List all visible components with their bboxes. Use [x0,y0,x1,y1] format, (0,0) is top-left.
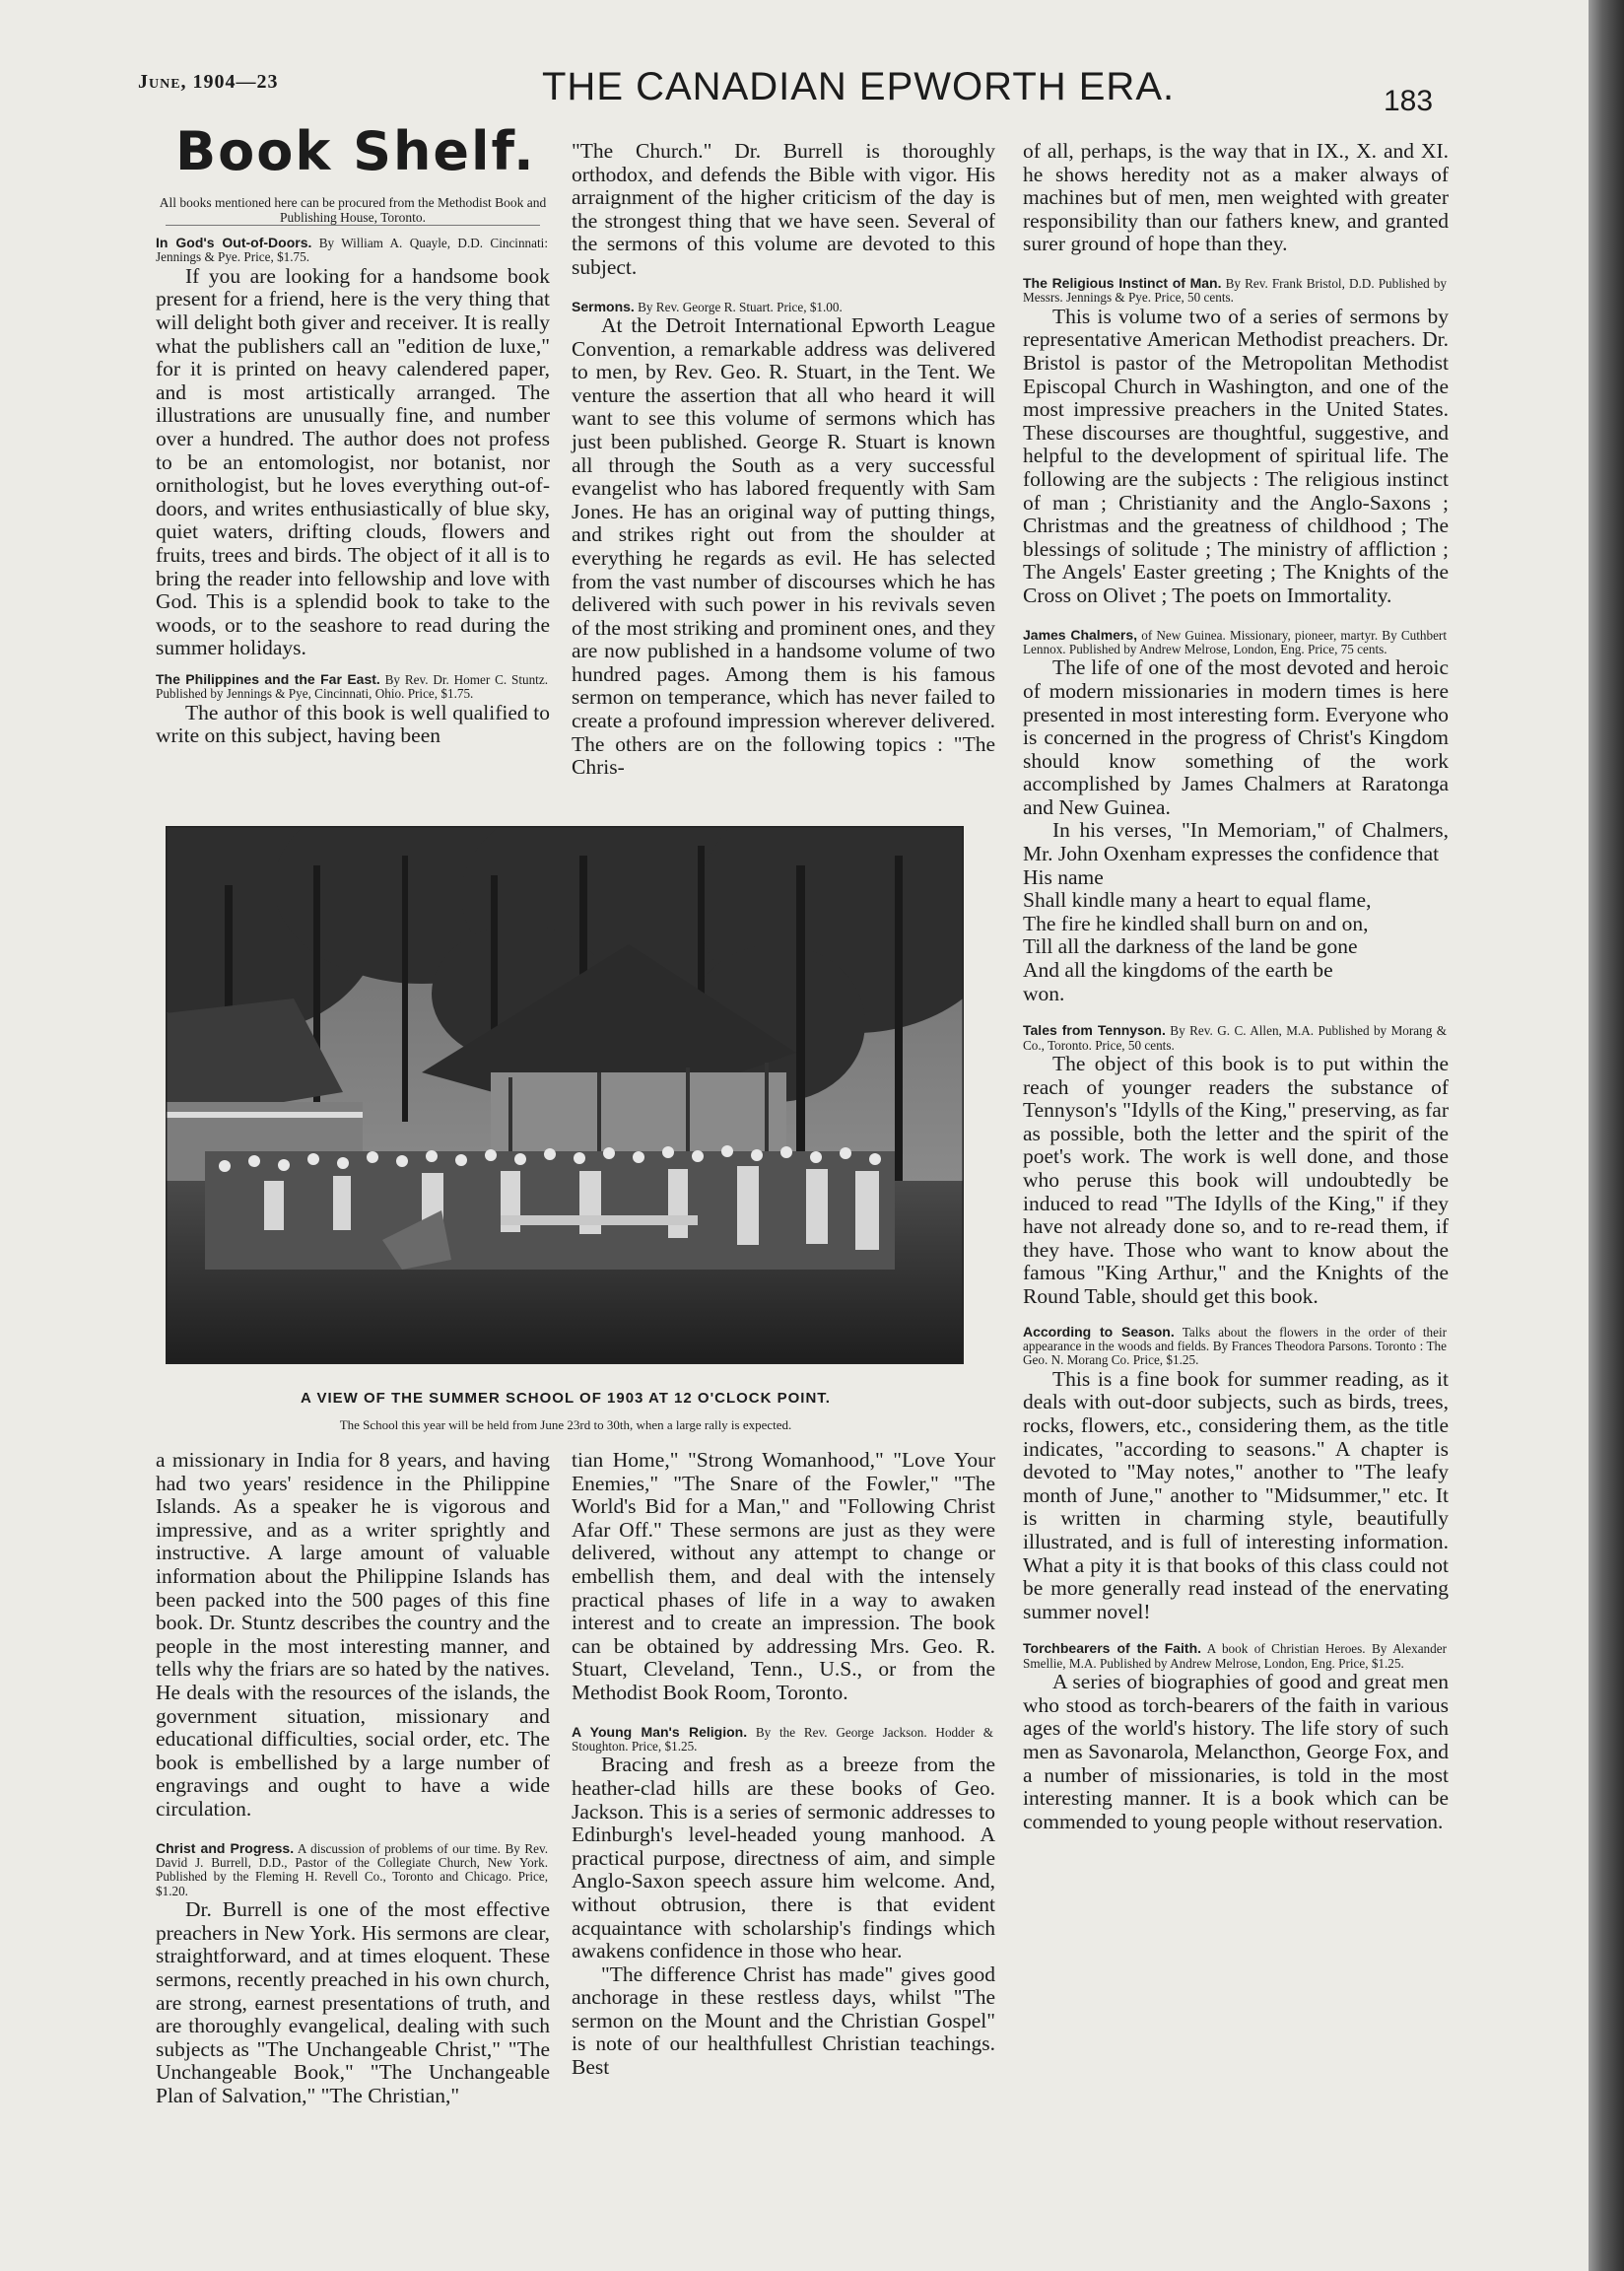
page-number: 183 [1384,85,1434,117]
review-heading [1023,1023,1449,1053]
review-heading [1023,276,1449,306]
review-heading [1023,1325,1449,1368]
photo-subcaption: The School this year will be held from June 23rd to 30th, when a large rally is expected. [339,1417,792,1432]
book-details: By Rev. Frank Bristol, D.D. Published by Messrs. Jennings & Pye. Price, 50 cents. [1023,275,1447,306]
review-heading [156,236,550,265]
column-2-bottom [572,1449,995,2080]
review-body-continued: of all, perhaps, is the way that in IX., X. and XI. he shows heredity not as a maker always of machines but of men, men weighted with greater responsibility than our fathers knew, and granted surer ground of hope than they. [1023,139,1449,256]
review-body-continued: a missionary in India for 8 years, and having had two years' residence in the Philippine Islands. As a speaker he is vigorous and impressive, and as a writer sprightly and instructive. A large amount of valuable information about the Philippine Islands has been packed into the 500 pages of this fine book. Dr. Stuntz describes the country and the people in the most interesting manner, and tells why the friars are so hated by the natives. He deals with the resources of the islands, the government situation, missionary and educational difficulties, social order, etc. The book is embellished by a large number of engravings and ought to have a wide circulation. [156,1448,550,1821]
review-body: The author of this book is well qualified to write on this subject, having been [156,700,550,748]
column-1-top [156,122,550,748]
review-body: This is a fine book for summer reading, as it deals with out-door subjects, such as birds, trees, rocks, flowers, etc., considering them, as the title indicates, "according to seasons." A chapter is devoted to "May notes," another to "The leafy month of June," another to "Midsummer," etc. It is written in charming style, beautifully illustrated, and is full of interesting information. What a pity it is that books of this class could not be more generally read instead of the enervating summer novel! [1023,1366,1449,1623]
verse-line: Shall kindle many a heart to equal flame, [1023,888,1372,913]
book-title: In God's Out-of-Doors. [156,235,312,250]
book-details: of New Guinea. Missionary, pioneer, martyr. By Cuthbert Lennox. Published by Andrew Melrose, London, Eng. Price, 75 cents. [1023,627,1447,656]
review-body: A series of biographies of good and great men who stood as torch-bearers of the faith in various ages of the world's history. The life story of such men as Savonarola, Melancthon, George Fox, and a number of missionaries, is told in the most interesting manner. It is a book which can be commended to young people without reservation. [1023,1670,1449,1833]
review-body: Dr. Burrell is one of the most effective preachers in New York. His sermons are clear, straightforward, and at times eloquent. These sermons, recently preached in his own church, are strong, earnest presentations of truth, and are thoroughly evangelical, dealing with such subjects as "The Unchangeable Christ," "The Unchangeable Book," "The Unchangeable Plan of Salvation," "The Christian," [156,1897,550,2107]
review-body: If you are looking for a handsome book present for a friend, here is the very thing that will delight both giver and receiver. It is really what the publishers call an "edition de luxe," for it is printed on heavy calendered paper, and is most artistically arranged. The illustrations are unusually fine, and number over a hundred. The author does not profess to be an entomologist, nor botanist, nor ornithologist, but he loves everything out-of-doors, and writes enthusiastically of blue sky, quiet waters, drifting clouds, flowers and fruits, trees and birds. The object of it all is to bring the reader into fellowship and love with God. This is a splendid book to take to the woods, or to the seashore to read during the summer holidays. [156,263,550,660]
masthead: THE CANADIAN EPWORTH ERA. [542,65,1176,108]
divider [166,225,540,226]
review-body: This is volume two of a series of sermons by representative American Methodist preachers. Dr. Bristol is pastor of the Metropolitan Methodist Episcopal Church in Washington, and one of the most impressive preachers in the United States. These discourses are thoughtful, suggestive, and helpful to the development of spiritual life. The following are the subjects : The religious instinct of man ; Christianity and the Anglo-Saxons ; Christmas and the greatness of childhood ; The blessings of solitude ; The ministry of affliction ; The Angels' Easter greeting ; The Knights of the Cross on Olivet ; The poets on Immortality. [1023,304,1449,607]
column-1-bottom [156,1449,550,2107]
book-details: A book of Christian Heroes. By Alexander Smellie, M.A. Published by Andrew Melrose, London, Eng. Price, $1.25. [1023,1641,1447,1671]
review-heading [572,300,995,314]
book-title: Tales from Tennyson. [1023,1022,1166,1039]
review-body: The life of one of the most devoted and heroic of modern missionaries in modern times is here presented in most interesting form. Everyone who is concerned in the progress of Christ's Kingdom should know something of the work accomplished by James Chalmers at Raratonga and New Guinea. [1023,655,1449,819]
review-body: At the Detroit International Epworth League Convention, a remarkable address was delivered to men, by Rev. Geo. R. Stuart, in the Tent. We venture the assertion that all who heard it will want to see this volume of sermons which has just been published. George R. Stuart is known all through the South as a very successful evangelist who has labored frequently with Sam Jones. He has an original way of putting things, and strikes right out from the shoulder at everything he regards as evil. He has selected from the vast number of discourses which he has delivered with such power in his revivals seven of the most striking and prominent ones, and they are now published in a handsome volume of two hundred pages. Among them is his famous sermon on temperance, which has never failed to create a profound impression wherever delivered. The others are on the following topics : "The Chris- [572,312,995,780]
verse-line: Till all the darkness of the land be gone [1023,934,1358,959]
book-details: By Rev. George R. Stuart. Price, $1.00. [638,299,843,314]
book-binding-edge [1589,0,1624,2271]
review-body: Bracing and fresh as a breeze from the heather-clad hills are these books of Geo. Jackson. This is a series of sermonic addresses to Edinburgh's level-headed young manhood. A practical purpose, directness of aim, and simple Anglo-Saxon speech assure him welcome. And, without obtrusion, there is that evident acquaintance with scholarship's findings which awakens confidence in those who hear. [572,1753,995,1963]
review-heading [572,1725,995,1755]
review-body-continued: "The Church." Dr. Burrell is thoroughly orthodox, and defends the Bible with vigor. His arraignment of the higher criticism of the day is the strongest thing that we have seen. Several of the sermons of this volume are devoted to this subject. [572,139,995,279]
review-heading [156,1841,550,1899]
verse-line: won. [1023,981,1065,1005]
book-details: Talks about the flowers in the order of their appearance in the woods and fields. By Frances Theodora Parsons. Toronto : The Geo. N. Morang Co. Price, $1.25. [1023,1324,1447,1368]
review-body: In his verses, "In Memoriam," of Chalmers, Mr. John Oxenham expresses the confidence that [1023,818,1449,866]
book-details: By William A. Quayle, D.D. Cincinnati: Jennings & Pye. Price, $1.75. [156,236,549,265]
book-title: According to Season. [1023,1323,1175,1340]
book-title: Christ and Progress. [156,1839,295,1856]
book-title: Sermons. [572,298,635,314]
book-details: By Rev. Dr. Homer C. Stuntz. Published by Jennings & Pye, Cincinnati, Ohio. Price, $1.75. [156,671,548,702]
book-title: A Young Man's Religion. [572,1723,748,1740]
review-body: "The difference Christ has made" gives good anchorage in these restless days, whilst "The sermon on the Mount and the Christian Gospel" is note of our healthfullest Christian teachings. Best [572,1961,995,2080]
review-heading [156,672,550,702]
photo-caption: A VIEW OF THE SUMMER SCHOOL OF 1903 AT 12 O'CLOCK POINT. [301,1390,831,1407]
book-title: Torchbearers of the Faith. [1023,1640,1202,1657]
book-title: James Chalmers, [1023,626,1138,643]
summer-school-photo [166,826,964,1364]
verse-line: The fire he kindled shall burn on and on, [1023,911,1369,935]
section-note: All books mentioned here can be procured from the Methodist Book and Publishing House, Toronto. [159,195,547,225]
review-body: The object of this book is to put within the reach of younger readers the substance of Tennyson's "Idylls of the King," preserving, as far as possible, both the letter and the spirit of the poet's work. The work is well done, and those who peruse this book will undoubtedly be induced to read "The Idylls of the King," if they have not already done so, and to re-read them, if they have. Those who want to know about the famous "King Arthur," and the Knights of the Round Table, should get this book. [1023,1052,1449,1308]
verse-line: His name [1023,864,1104,889]
book-title: The Religious Instinct of Man. [1023,274,1222,291]
book-title: The Philippines and the Far East. [156,670,380,687]
review-heading [1023,1641,1449,1671]
verse-line: And all the kingdoms of the earth be [1023,958,1333,983]
book-details: By the Rev. George Jackson. Hodder & Stoughton. Price, $1.25. [572,1724,993,1754]
crowd [205,1145,895,1270]
issue-date: June, 1904—23 [138,71,279,93]
section-title: Book Shelf. [175,120,536,182]
column-2-top [572,140,995,780]
review-heading [1023,628,1449,657]
column-3 [1023,140,1449,1833]
review-body-continued: tian Home," "Strong Womanhood," "Love Your Enemies," "The Snare of the Fowler," "The World's Bid for a Man," and "Following Christ Afar Off." These sermons are just as they were delivered, without any attempt to change or embellish them, and deal with the intensely practical phases of life in a way to awaken interest and to create an impression. The book can be obtained by addressing Mrs. Geo. R. Stuart, Cleveland, Tenn., U.S., or from the Methodist Book Room, Toronto. [572,1448,995,1704]
book-details: By Rev. G. C. Allen, M.A. Published by Morang & Co., Toronto. Price, 50 cents. [1023,1023,1447,1053]
book-details: A discussion of problems of our time. By Rev. David J. Burrell, D.D., Pastor of the Collegiate Church, New York. Published by the Fleming H. Revell Co., Toronto and Chicago. Price, $1.20. [156,1840,549,1898]
